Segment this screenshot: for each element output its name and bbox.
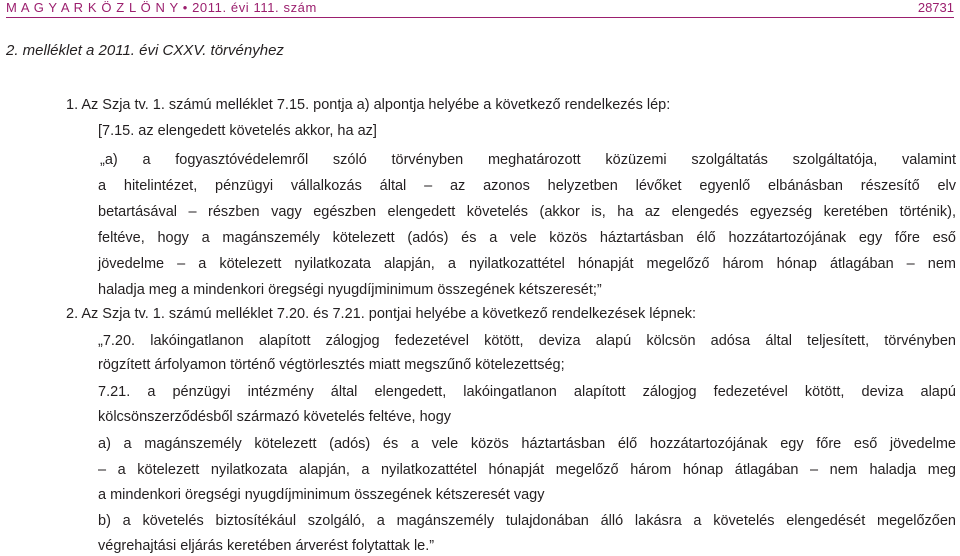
paragraph-line: „7.20. lakóingatlanon alapított zálogjog fedezetével kötött, deviza alapú kölcsön adósa által teljesített, törvényben [98,333,956,349]
bracket-intro: [7.15. az elengedett követelés akkor, ha az] [98,123,377,139]
paragraph-line: haladja meg a mindenkori öregségi nyugdíjminimum összegének kétszeresét;” [98,282,602,298]
journal-title: M A G Y A R K Ö Z L Ö N Y • 2011. évi 111. szám [6,0,317,15]
paragraph-line: jövedelme – a kötelezett nyilatkozata alapján, a nyilatkozattétel hónapját megelőző három hónap átlagában – nem [98,256,956,272]
paragraph-line: b) a követelés biztosítékául szolgáló, a magánszemély tulajdonában álló lakásra a követelés elengedését megelőzően [98,513,956,529]
paragraph-line: a mindenkori öregségi nyugdíjminimum összegének kétszeresét vagy [98,487,545,503]
paragraph-line: feltéve, hogy a magánszemély kötelezett (adós) és a vele közös háztartásban élő hozzátartozójának egy főre eső [98,230,956,246]
paragraph-line: betartásával – részben vagy egészben elengedett követelés (akkor is, ha az elengedés egyezség keretében történik), [98,204,956,220]
annex-title: 2. melléklet a 2011. évi CXXV. törvényhez [6,42,284,59]
section-1-heading: 1. Az Szja tv. 1. számú melléklet 7.15. pontja a) alpontja helyébe a következő rendelkezés lép: [66,97,671,113]
paragraph-line: – a kötelezett nyilatkozata alapján, a nyilatkozattétel hónapját megelőző három hónap átlagában – nem haladja meg [98,462,956,478]
paragraph-line: „a) a fogyasztóvédelemről szóló törvényben meghatározott közüzemi szolgáltatás szolgáltatója, valamint [100,152,956,168]
paragraph-line: kölcsönszerződésből származó követelés feltéve, hogy [98,409,452,425]
section-2-heading: 2. Az Szja tv. 1. számú melléklet 7.20. és 7.21. pontjai helyébe a következő rendelkezések lépnek: [66,306,697,322]
paragraph-line: végrehajtási eljárás keretében árverést folytattak le.” [98,538,435,554]
paragraph-line: 7.21. a pénzügyi intézmény által elengedett, lakóingatlanon alapított zálogjog fedezetével kötött, deviza alapú [98,384,956,400]
page-header [6,0,954,18]
page-number: 28731 [917,0,954,15]
paragraph-line: a hitelintézet, pénzügyi vállalkozás által – az azonos helyzetben lévőket egyenlő elbánásban részesítő elv [98,178,956,194]
paragraph-line: rögzített árfolyamon történő végtörlesztés miatt megszűnő kötelezettség; [98,357,565,373]
paragraph-line: a) a magánszemély kötelezett (adós) és a vele közös háztartásban élő hozzátartozójának egy főre eső jövedelme [98,436,956,452]
header-rule [6,17,954,18]
